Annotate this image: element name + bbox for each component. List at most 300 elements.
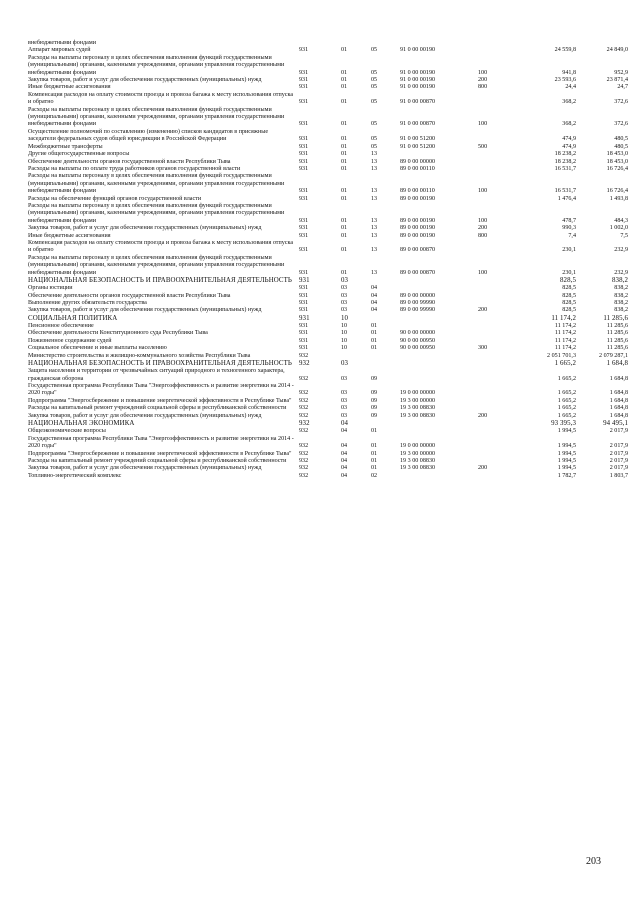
row-name: Расходы на выплаты персоналу в целях обеспечения выполнения функций государственными (муниципальными) органами, казенными учреждениями, органами управления государственными внебюджетными фондами [28,254,285,276]
ministry-code: 931 [299,277,310,284]
amount-year-2: 2 017,9 [609,443,628,450]
section-code: 04 [341,443,348,450]
ministry-code: 931 [299,269,309,276]
ministry-code: 931 [299,165,309,172]
row-name: Государственная программа Республики Тыва "Энергоэффективность и развитие энергетики на 2014 - 2020 годы" [28,383,294,397]
amount-year-1: 828,5 [559,277,576,284]
row-name: Закупка товаров, работ и услуг для обеспечения государственных (муниципальных) нужд [28,412,262,419]
subsection-code: 05 [371,84,378,91]
row-name: Обеспечение деятельности Конституционного суда Республики Тыва [28,330,208,337]
amount-year-1: 1 994,5 [557,465,576,472]
target-article-code: 91 0 00 51200 [400,143,436,150]
ministry-code: 932 [299,412,309,419]
section-code: 03 [341,307,348,314]
row-name: Подпрограмма "Энергосбережение и повышение энергетической эффективности в Республике Тыва" [28,397,292,404]
amount-year-1: 828,5 [562,300,576,307]
subsection-code: 05 [371,69,378,76]
amount-year-2: 24,7 [617,84,628,91]
table-row [28,436,628,451]
table-row [28,77,628,84]
amount-year-2: 16 726,4 [606,165,628,172]
target-article-code: 91 0 00 00190 [400,77,436,84]
row-name: НАЦИОНАЛЬНАЯ БЕЗОПАСНОСТЬ И ПРАВООХРАНИТЕЛЬНАЯ ДЕЯТЕЛЬНОСТЬ [28,277,292,284]
expense-type-code: 200 [478,307,488,314]
subsection-code: 13 [371,195,378,202]
row-name: Иные бюджетные ассигнования [28,232,111,239]
amount-year-2: 372,6 [614,121,628,128]
amount-year-1: 990,3 [562,225,576,232]
table-row [28,405,628,412]
amount-year-1: 1 476,4 [557,195,576,202]
section-code: 03 [341,412,348,419]
section-code: 01 [341,158,348,165]
amount-year-2: 1 684,8 [609,390,628,397]
subsection-code: 05 [371,47,378,54]
amount-year-2: 1 803,7 [609,472,628,479]
amount-year-1: 11 174,2 [554,337,576,344]
subsection-code: 01 [371,457,378,464]
ministry-code: 931 [299,99,309,106]
row-name: Расходы на выплаты персоналу в целях обеспечения выполнения функций государственными (муниципальными) органами, казенными учреждениями, органами управления государственными внебюджетными фондами [28,173,285,195]
section-code: 03 [341,375,348,382]
expense-type-code: 300 [478,345,488,352]
section-code: 10 [341,345,348,352]
table-row [28,55,628,77]
row-name: НАЦИОНАЛЬНАЯ БЕЗОПАСНОСТЬ И ПРАВООХРАНИТЕЛЬНАЯ ДЕЯТЕЛЬНОСТЬ [28,360,292,368]
target-article-code: 89 0 00 00190 [400,232,436,239]
row-name: Расходы на выплаты персоналу в целях обеспечения выполнения функций государственными (муниципальными) органами, казенными учреждениями, органами управления государственными внебюджетными фондами [28,202,285,224]
row-name: Межбюджетные трансферты [28,143,103,150]
table-row [28,293,628,300]
amount-year-2: 1 493,8 [609,195,628,202]
expense-type-code: 100 [478,188,488,195]
subsection-code: 05 [371,143,378,150]
amount-year-2: 1 684,8 [609,412,628,419]
amount-year-2: 1 684,8 [609,375,628,382]
section-code: 10 [341,330,348,337]
ministry-code: 931 [299,47,309,54]
amount-year-1: 2 051 701,3 [547,352,576,359]
table-row [28,465,628,472]
target-article-code: 19 3 00 08830 [400,412,436,419]
ministry-code: 932 [299,443,309,450]
subsection-code: 04 [371,300,378,307]
target-article-code: 91 0 00 00870 [400,99,436,106]
amount-year-2: 94 495,1 [603,420,628,428]
ministry-code: 932 [299,405,309,412]
section-code: 03 [341,277,349,284]
ministry-code: 932 [299,457,309,464]
expense-type-code: 100 [478,69,488,76]
row-name: Расходы на обеспечение функций органов государственной власти [28,195,202,202]
section-code: 04 [341,472,348,479]
target-article-code: 91 0 00 00190 [400,69,436,76]
ministry-code: 932 [299,397,309,404]
row-name: Социальное обеспечение и иные выплаты населению [28,345,167,352]
amount-year-1: 1 994,5 [557,450,576,457]
table-row [28,277,628,285]
section-code: 01 [341,143,348,150]
expense-type-code: 200 [478,225,488,232]
amount-year-2: 2 017,9 [609,465,628,472]
table-row [28,315,628,323]
amount-year-1: 16 531,7 [554,188,576,195]
target-article-code: 89 0 00 00000 [400,158,436,165]
amount-year-1: 1 665,2 [557,405,576,412]
ministry-code: 932 [299,352,309,359]
ministry-code: 931 [299,225,309,232]
table-row [28,225,628,232]
ministry-code: 932 [299,390,309,397]
section-code: 03 [341,300,348,307]
amount-year-1: 474,9 [562,143,576,150]
amount-year-1: 16 531,7 [554,165,576,172]
section-code: 01 [341,225,348,232]
target-article-code: 90 0 00 00950 [400,337,436,344]
row-name: СОЦИАЛЬНАЯ ПОЛИТИКА [28,314,118,322]
amount-year-2: 23 871,4 [606,77,628,84]
row-name: Топливно-энергетический комплекс [28,472,122,479]
subsection-code: 01 [371,330,378,337]
ministry-code: 931 [299,285,309,292]
target-article-code: 89 0 00 99990 [400,300,436,307]
ministry-code: 931 [299,323,309,330]
section-code: 04 [341,450,348,457]
amount-year-2: 18 453,0 [606,151,628,158]
ministry-code: 931 [299,247,309,254]
expense-type-code: 800 [478,232,488,239]
row-name: Защита населения и территории от чрезвычайных ситуаций природного и техногенного характера, гражданская оборона [28,368,285,382]
amount-year-1: 368,2 [562,99,576,106]
expense-type-code: 200 [478,412,488,419]
target-article-code: 91 0 00 00870 [400,121,436,128]
subsection-code: 13 [371,158,378,165]
table-row [28,107,628,129]
amount-year-1: 18 238,2 [554,158,576,165]
section-code: 01 [341,188,348,195]
section-code: 10 [341,314,349,322]
target-article-code: 91 0 00 51200 [400,136,436,143]
table-row [28,196,628,203]
target-article-code: 19 3 00 00000 [400,450,436,457]
ministry-code: 931 [299,337,309,344]
row-name: внебюджетными фондами [28,40,96,46]
table-row [28,353,628,360]
table-row [28,383,628,398]
amount-year-1: 1 994,5 [557,428,576,435]
ministry-code: 932 [299,375,309,382]
section-code: 01 [341,136,348,143]
expense-type-code: 500 [478,143,488,150]
amount-year-2: 1 684,8 [609,397,628,404]
amount-year-1: 93 395,3 [551,420,576,428]
ministry-code: 932 [299,360,310,368]
target-article-code: 90 0 00 00000 [400,330,436,337]
table-row [28,40,628,47]
table-row [28,92,628,107]
section-code: 01 [341,232,348,239]
table-row [28,473,628,480]
amount-year-1: 1 994,5 [557,443,576,450]
amount-year-1: 1 994,5 [557,457,576,464]
subsection-code: 01 [371,450,378,457]
section-code: 03 [341,390,348,397]
amount-year-1: 941,8 [562,69,576,76]
amount-year-2: 952,9 [614,69,628,76]
expense-type-code: 100 [478,269,488,276]
amount-year-1: 11 174,2 [554,330,576,337]
section-code: 01 [341,247,348,254]
amount-year-2: 11 285,6 [606,345,628,352]
amount-year-1: 1 665,2 [557,390,576,397]
amount-year-1: 828,5 [562,307,576,314]
row-name: Расходы на выплаты персоналу в целях обеспечения выполнения функций государственными (муниципальными) органами, казенными учреждениями, органами управления государственными внебюджетными фондами [28,54,285,76]
row-name: Министерство строительства и жилищно-коммунального хозяйства Республики Тыва [28,352,251,359]
subsection-code: 05 [371,121,378,128]
row-name: Компенсация расходов на оплату стоимости проезда и провоза багажа к месту использования отпуска и обратно [28,239,294,254]
row-name: Закупка товаров, работ и услуг для обеспечения государственных (муниципальных) нужд [28,465,262,472]
ministry-code: 931 [299,84,309,91]
amount-year-2: 7,5 [620,232,628,239]
subsection-code: 04 [371,292,378,299]
target-article-code: 89 0 00 00110 [400,188,435,195]
amount-year-2: 11 285,6 [606,323,628,330]
ministry-code: 931 [299,314,310,322]
table-row [28,420,628,428]
table-row [28,144,628,151]
table-row [28,240,628,255]
amount-year-2: 1 684,8 [606,360,628,368]
subsection-code: 13 [371,217,378,224]
amount-year-2: 24 849,0 [606,47,628,54]
amount-year-2: 838,2 [611,277,628,284]
ministry-code: 931 [299,121,309,128]
ministry-code: 931 [299,330,309,337]
section-code: 01 [341,217,348,224]
amount-year-2: 11 285,6 [606,330,628,337]
section-code: 01 [341,269,348,276]
amount-year-1: 368,2 [562,121,576,128]
amount-year-1: 230,1 [562,269,576,276]
target-article-code: 89 0 00 00190 [400,195,436,202]
amount-year-2: 11 285,6 [603,314,628,322]
ministry-code: 931 [299,143,309,150]
subsection-code: 01 [371,443,378,450]
subsection-code: 04 [371,307,378,314]
amount-year-2: 2 017,9 [609,450,628,457]
amount-year-1: 1 665,2 [557,397,576,404]
amount-year-2: 838,2 [614,285,628,292]
table-row [28,233,628,240]
page-number: 203 [586,856,601,867]
target-article-code: 89 0 00 00110 [400,165,435,172]
target-article-code: 19 0 00 00000 [400,390,436,397]
expense-type-code: 200 [478,465,488,472]
amount-year-1: 18 238,2 [554,151,576,158]
table-row [28,345,628,352]
subsection-code: 05 [371,136,378,143]
amount-year-2: 2 079 287,1 [599,352,628,359]
section-code: 01 [341,47,348,54]
row-name: Закупка товаров, работ и услуг для обеспечения государственных (муниципальных) нужд [28,77,262,84]
target-article-code: 89 0 00 00870 [400,247,436,254]
row-name: Подпрограмма "Энергосбережение и повышение энергетической эффективности в Республике Тыва" [28,450,292,457]
row-name: Расходы на выплаты по оплате труда работников органов государственной власти [28,165,241,172]
target-article-code: 19 3 00 08830 [400,465,436,472]
section-code: 01 [341,195,348,202]
amount-year-1: 24 559,8 [554,47,576,54]
section-code: 01 [341,121,348,128]
ministry-code: 931 [299,345,309,352]
subsection-code: 04 [371,285,378,292]
subsection-code: 01 [371,428,378,435]
ministry-code: 931 [299,292,309,299]
subsection-code: 02 [371,472,378,479]
amount-year-2: 2 017,9 [609,428,628,435]
amount-year-2: 232,9 [614,247,628,254]
section-code: 03 [341,397,348,404]
target-article-code: 89 0 00 99990 [400,307,436,314]
amount-year-2: 484,3 [614,217,628,224]
section-code: 01 [341,84,348,91]
table-row [28,330,628,337]
subsection-code: 13 [371,269,378,276]
amount-year-2: 18 453,0 [606,158,628,165]
amount-year-1: 11 174,2 [554,345,576,352]
ministry-code: 932 [299,420,310,428]
table-row [28,203,628,225]
amount-year-2: 480,5 [614,143,628,150]
amount-year-1: 7,4 [568,232,576,239]
amount-year-1: 1 782,7 [557,472,576,479]
section-code: 01 [341,165,348,172]
section-code: 01 [341,151,348,158]
row-name: Органы юстиции [28,285,73,292]
budget-table [28,40,628,480]
row-name: Государственная программа Республики Тыва "Энергоэффективность и развитие энергетики на 2014 - 2020 годы" [28,435,294,450]
table-row [28,451,628,458]
row-name: Закупка товаров, работ и услуг для обеспечения государственных (муниципальных) нужд [28,225,262,232]
amount-year-2: 838,2 [614,292,628,299]
table-row [28,129,628,144]
amount-year-1: 478,7 [562,217,576,224]
ministry-code: 931 [299,307,309,314]
ministry-code: 932 [299,450,309,457]
section-code: 04 [341,465,348,472]
table-row [28,413,628,420]
section-code: 04 [341,428,348,435]
ministry-code: 932 [299,465,309,472]
expense-type-code: 100 [478,121,488,128]
row-name: Обеспечение деятельности органов государственной власти Республики Тыва [28,158,231,165]
ministry-code: 931 [299,188,309,195]
ministry-code: 931 [299,69,309,76]
table-row [28,255,628,277]
section-code: 03 [341,405,348,412]
expense-type-code: 200 [478,77,488,84]
row-name: Пожизненное содержание судей [28,337,112,344]
table-row [28,285,628,292]
section-code: 01 [341,77,348,84]
ministry-code: 931 [299,195,309,202]
amount-year-1: 230,1 [562,247,576,254]
amount-year-2: 838,2 [614,307,628,314]
target-article-code: 91 0 00 00190 [400,47,436,54]
amount-year-1: 11 174,2 [551,314,576,322]
target-article-code: 89 0 00 00000 [400,292,436,299]
amount-year-1: 23 593,6 [554,77,576,84]
subsection-code: 01 [371,337,378,344]
row-name: Иные бюджетные ассигнования [28,84,111,91]
row-name: Общеэкономические вопросы [28,428,106,435]
amount-year-2: 16 726,4 [606,188,628,195]
expense-type-code: 800 [478,84,488,91]
amount-year-2: 838,2 [614,300,628,307]
target-article-code: 19 0 00 00000 [400,443,436,450]
ministry-code: 931 [299,158,309,165]
amount-year-1: 828,5 [562,285,576,292]
table-row [28,47,628,54]
row-name: НАЦИОНАЛЬНАЯ ЭКОНОМИКА [28,420,135,428]
subsection-code: 05 [371,99,378,106]
amount-year-2: 372,6 [614,99,628,106]
target-article-code: 89 0 00 00190 [400,225,436,232]
row-name: Выполнение других обязательств государства [28,300,147,307]
amount-year-1: 24,4 [565,84,576,91]
section-code: 04 [341,420,349,428]
subsection-code: 09 [371,375,378,382]
row-name: Расходы на выплаты персоналу в целях обеспечения выполнения функций государственными (муниципальными) органами, казенными учреждениями, органами управления государственными внебюджетными фондами [28,106,285,128]
amount-year-2: 11 285,6 [606,337,628,344]
ministry-code: 931 [299,136,309,143]
section-code: 10 [341,323,348,330]
row-name: Другие общегосударственные вопросы [28,151,130,158]
amount-year-2: 2 017,9 [609,457,628,464]
section-code: 01 [341,69,348,76]
table-row [28,173,628,195]
ministry-code: 931 [299,232,309,239]
section-code: 10 [341,337,348,344]
section-code: 01 [341,99,348,106]
ministry-code: 931 [299,300,309,307]
amount-year-1: 828,5 [562,292,576,299]
row-name: Пенсионное обеспечение [28,323,94,330]
amount-year-1: 474,9 [562,136,576,143]
ministry-code: 932 [299,428,309,435]
row-name: Обеспечение деятельности органов государственной власти Республики Тыва [28,292,231,299]
section-code: 03 [341,292,348,299]
subsection-code: 09 [371,390,378,397]
section-code: 03 [341,360,349,368]
table-row [28,84,628,91]
target-article-code: 89 0 00 00190 [400,217,436,224]
expense-type-code: 100 [478,217,488,224]
amount-year-1: 1 665,2 [554,360,576,368]
row-name: Компенсация расходов на оплату стоимости проезда и провоза багажа к месту использования отпуска и обратно [28,91,294,106]
subsection-code: 13 [371,188,378,195]
target-article-code: 91 0 00 00190 [400,84,436,91]
subsection-code: 13 [371,225,378,232]
amount-year-2: 1 684,8 [609,405,628,412]
table-row [28,428,628,435]
target-article-code: 19 3 00 08830 [400,405,436,412]
subsection-code: 09 [371,405,378,412]
subsection-code: 13 [371,247,378,254]
row-name: Аппарат мировых судей [28,47,91,54]
ministry-code: 931 [299,77,309,84]
amount-year-2: 480,5 [614,136,628,143]
subsection-code: 13 [371,151,378,158]
